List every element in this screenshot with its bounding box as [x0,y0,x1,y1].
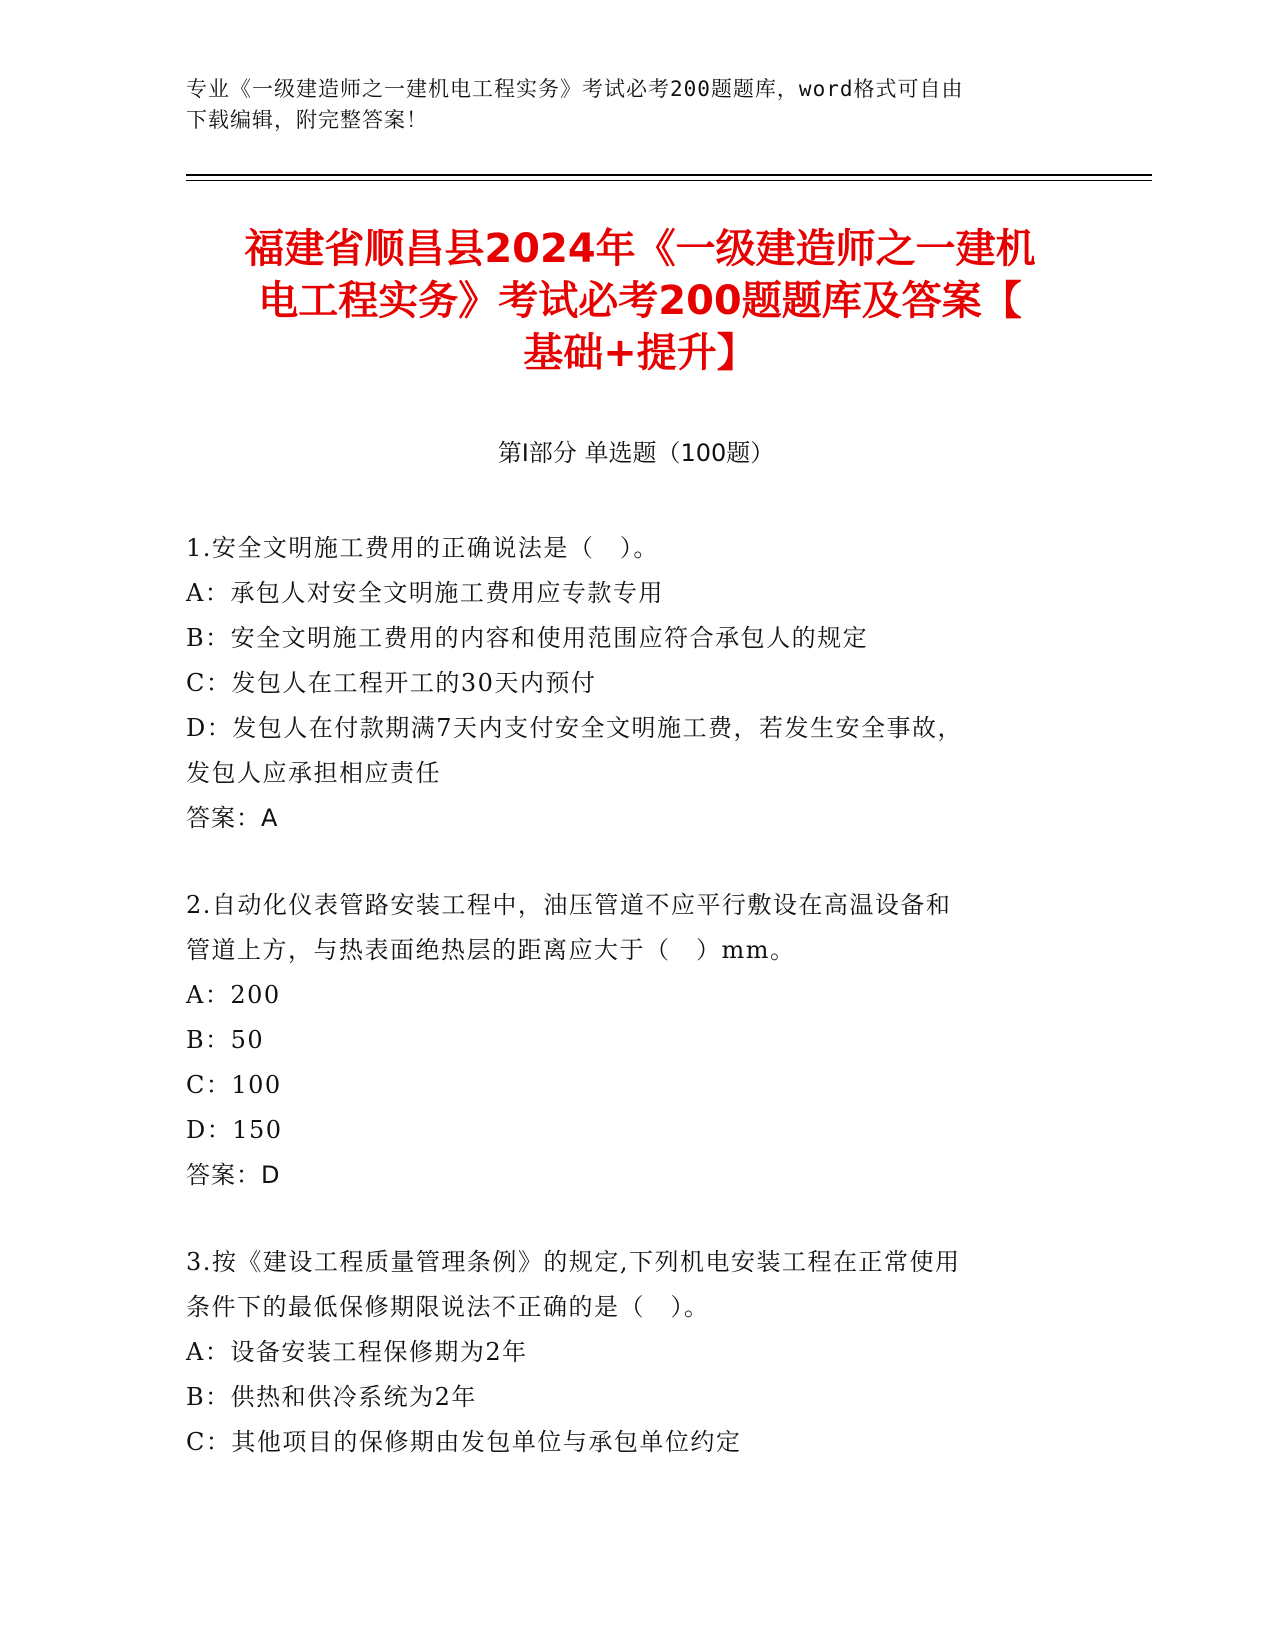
header-note-line-1: 专业《一级建造师之一建机电工程实务》考试必考200题题库，word格式可自由 [186,77,964,101]
option-c: C：其他项目的保修期由发包单位与承包单位约定 [186,1428,742,1456]
header-divider-thick [186,174,1152,176]
document-title-line-1: 福建省顺昌县2024年《一级建造师之一建机 [244,226,1036,272]
option-d: D：发包人在付款期满7天内支付安全文明施工费，若发生安全事故， [186,714,964,742]
option-d: D：150 [186,1116,283,1144]
option-b: B：安全文明施工费用的内容和使用范围应符合承包人的规定 [186,624,869,652]
section-heading: 第Ⅰ部分 单选题（100题） [497,439,775,467]
question-stem: 1.安全文明施工费用的正确说法是（ ）。 [186,534,659,562]
question-stem-continued: 管道上方，与热表面绝热层的距离应大于（ ）mm。 [186,936,796,964]
option-a: A：承包人对安全文明施工费用应专款专用 [186,579,664,607]
answer: 答案：A [186,804,279,832]
question-stem-continued: 条件下的最低保修期限说法不正确的是（ ）。 [186,1293,710,1321]
question-2 [186,883,1066,1198]
document-title-line-2: 电工程实务》考试必考200题题库及答案【 [258,278,1022,324]
header-divider-thin [186,180,1152,181]
header-note [186,74,1086,136]
option-b: B：供热和供冷系统为2年 [186,1383,477,1411]
question-list [186,526,1066,1507]
document-title [160,223,1120,379]
option-d-continued: 发包人应承担相应责任 [186,759,441,787]
option-c: C：发包人在工程开工的30天内预付 [186,669,597,697]
question-stem: 3.按《建设工程质量管理条例》的规定,下列机电安装工程在正常使用 [186,1248,961,1276]
question-1 [186,526,1066,841]
answer: 答案：D [186,1161,281,1189]
option-a: A：设备安装工程保修期为2年 [186,1338,528,1366]
option-c: C：100 [186,1071,282,1099]
question-3 [186,1240,1066,1465]
header-note-line-2: 下载编辑，附完整答案！ [186,108,428,132]
option-b: B：50 [186,1026,265,1054]
option-a: A：200 [186,981,281,1009]
question-stem: 2.自动化仪表管路安装工程中，油压管道不应平行敷设在高温设备和 [186,891,952,919]
document-title-line-3: 基础+提升】 [523,330,757,376]
